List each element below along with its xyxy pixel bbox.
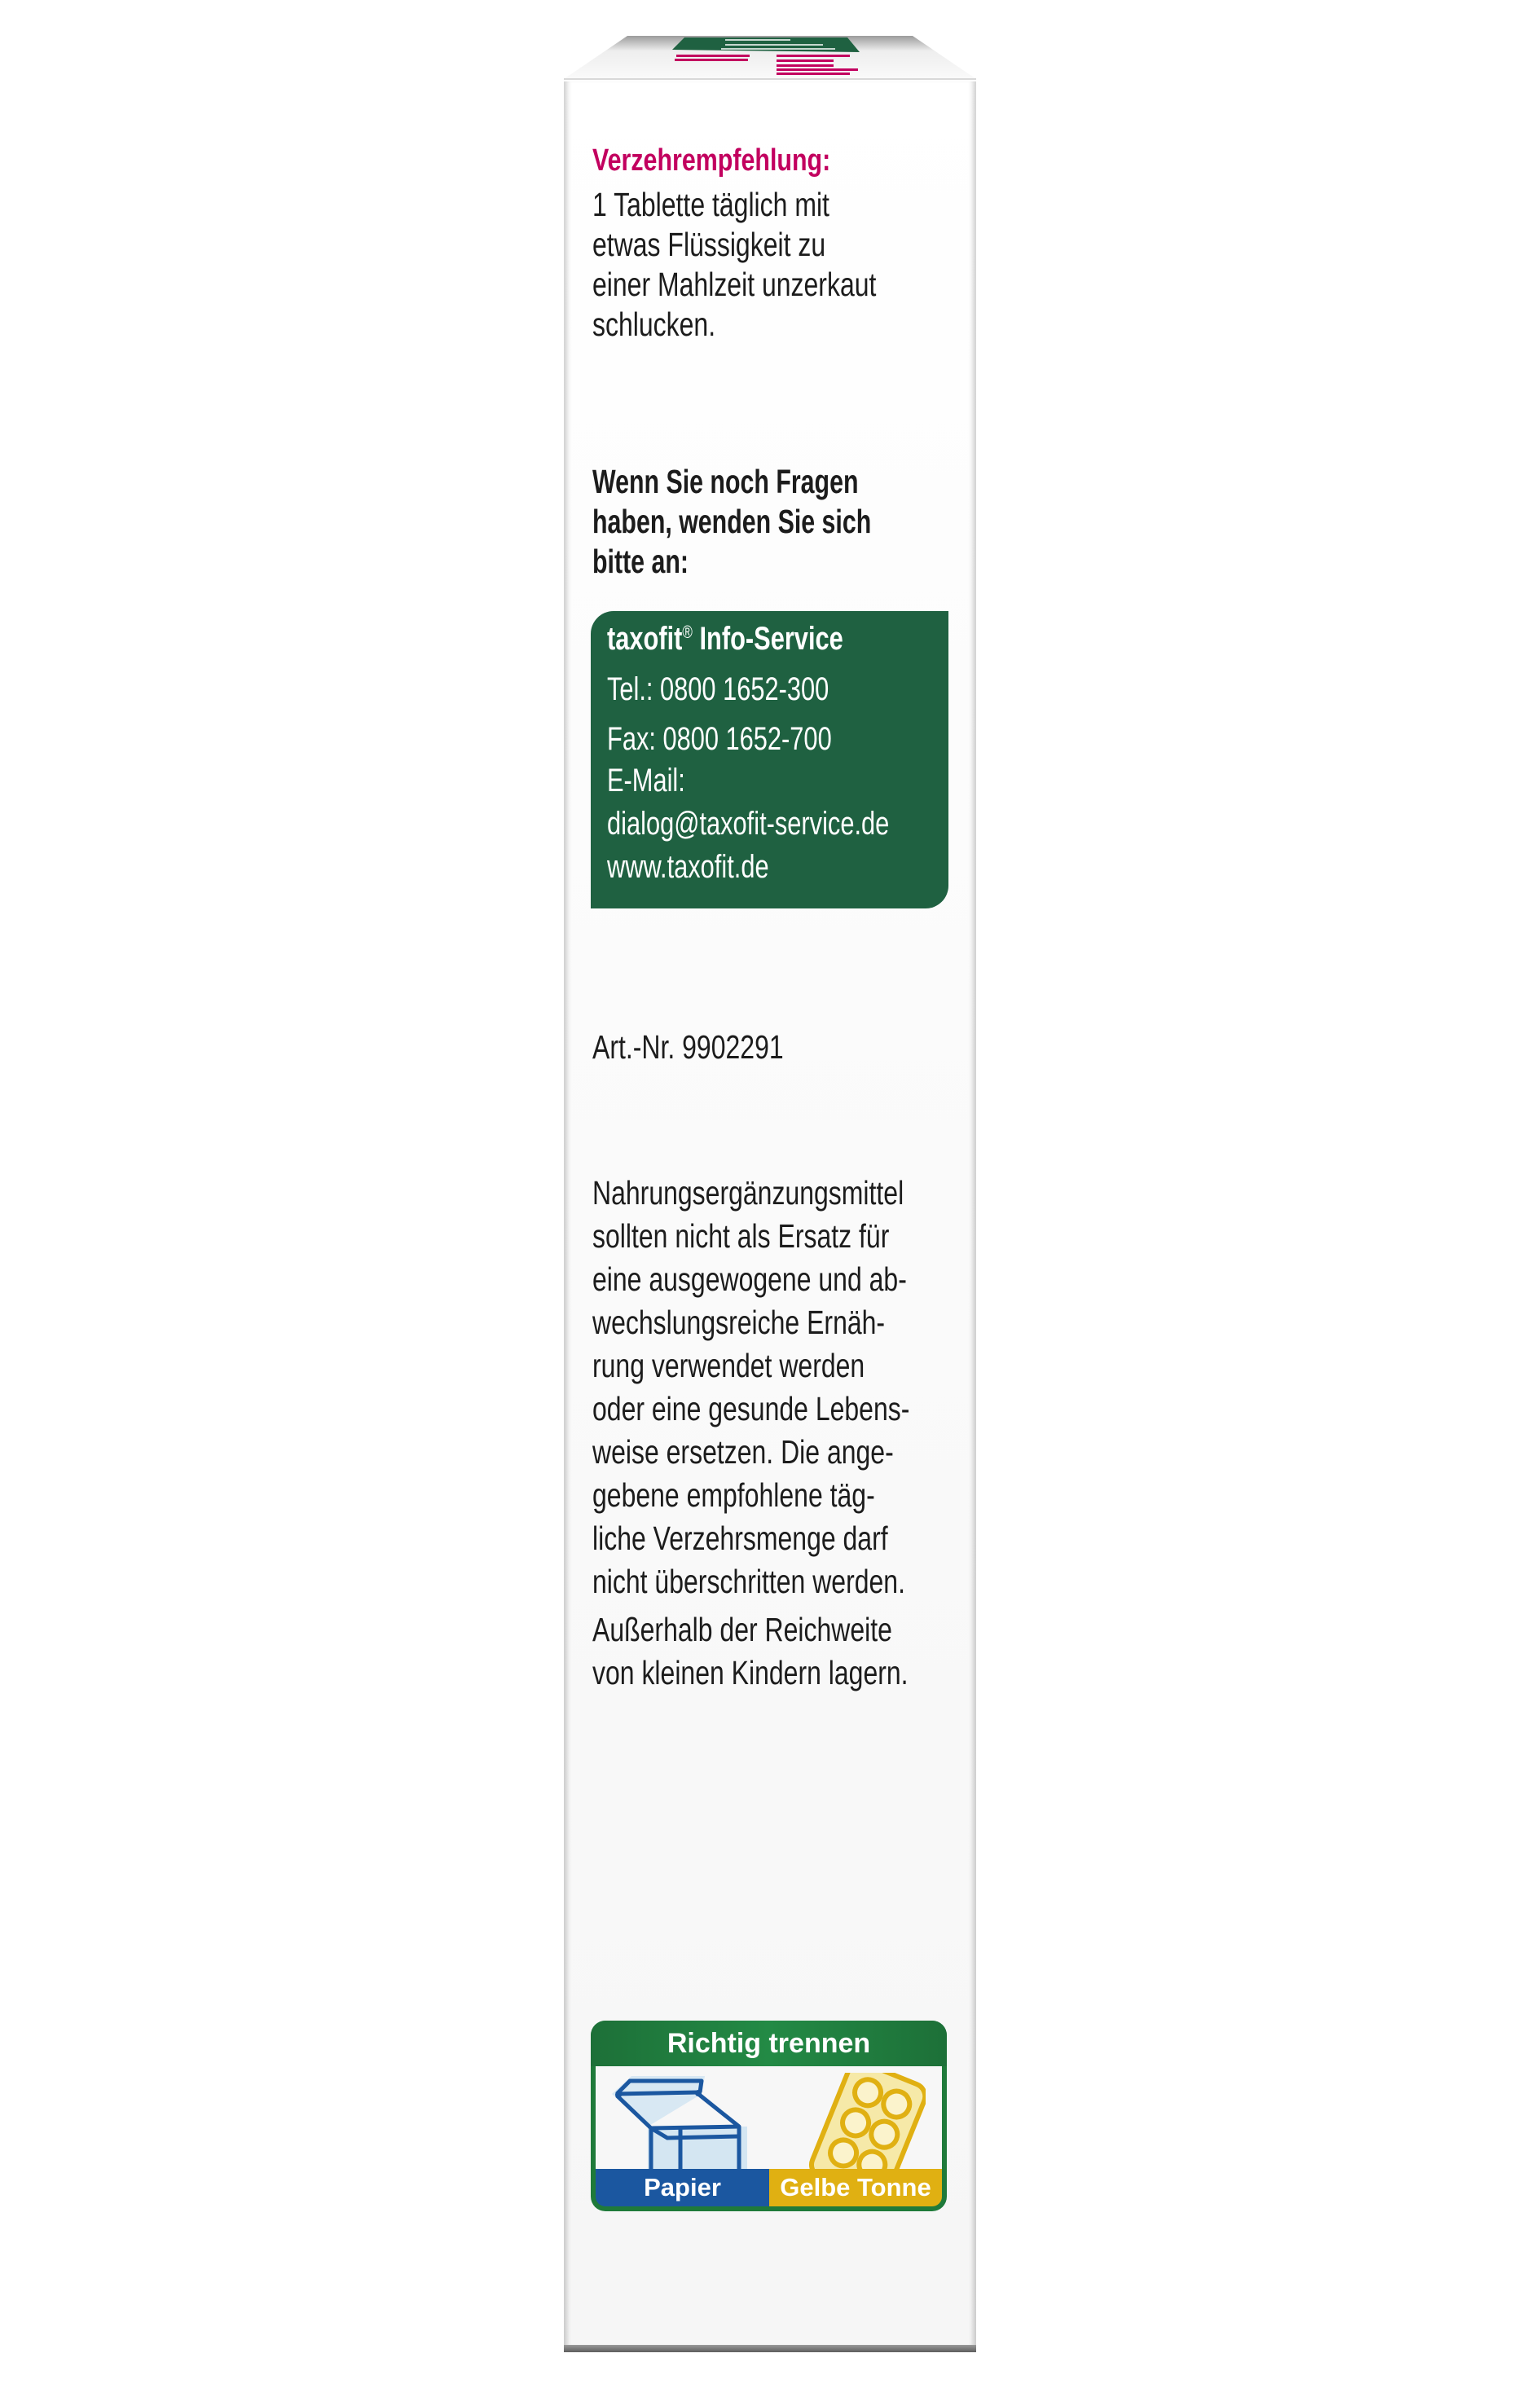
info-service-title [607, 621, 843, 658]
box-lid [0, 0, 1540, 90]
package-bottom-edge [564, 2345, 976, 2352]
dosage-line: 1 Tablette täglich mit [592, 186, 829, 223]
disclaimer-line: wechslungsreiche Ernäh- [592, 1304, 886, 1341]
disclaimer-line: nicht überschritten werden. [592, 1563, 905, 1600]
contact-intro-line: haben, wenden Sie sich [592, 503, 872, 540]
disclaimer-line: sollten nicht als Ersatz für [592, 1217, 890, 1255]
recycling-label-gelbe-tonne: Gelbe Tonne [769, 2169, 942, 2206]
dosage-heading: Verzehrempfehlung: [592, 143, 831, 178]
contact-intro-line: bitte an: [592, 543, 689, 580]
email-label: E-Mail: [607, 763, 685, 798]
article-number: Art.-Nr. 9902291 [592, 1028, 784, 1066]
disclaimer-line: gebene empfohlene täg- [592, 1476, 875, 1514]
dosage-line: etwas Flüssigkeit zu [592, 226, 826, 263]
recycling-title: Richtig trennen [591, 2021, 947, 2066]
dosage-line: schlucken. [592, 306, 716, 343]
website-link[interactable]: www.taxofit.de [607, 849, 769, 885]
info-service-label: Info-Service [699, 621, 843, 657]
disclaimer-line: eine ausgewogene und ab- [592, 1260, 907, 1298]
recycling-label-papier: Papier [596, 2169, 769, 2206]
fax-number: Fax: 0800 1652-700 [607, 721, 832, 757]
storage-warning-line: von kleinen Kindern lagern. [592, 1654, 909, 1691]
dosage-line: einer Mahlzeit unzerkaut [592, 266, 877, 303]
disclaimer-line: Nahrungsergänzungsmittel [592, 1174, 904, 1212]
carton-box-icon [609, 2076, 747, 2169]
email-link[interactable]: dialog@taxofit-service.de [607, 806, 890, 842]
blister-pack-icon [803, 2073, 926, 2169]
recycling-panel [591, 2021, 947, 2211]
storage-warning-line: Außerhalb der Reichweite [592, 1611, 892, 1648]
brand-name: taxofit [607, 621, 683, 657]
contact-intro-line: Wenn Sie noch Fragen [592, 463, 859, 500]
registered-mark: ® [682, 622, 693, 642]
disclaimer-line: rung verwendet werden [592, 1347, 865, 1384]
recycling-icons-area [596, 2066, 942, 2169]
phone-number[interactable]: Tel.: 0800 1652-300 [607, 671, 829, 707]
info-service-box [591, 611, 948, 908]
disclaimer-line: liche Verzehrsmenge darf [592, 1520, 888, 1557]
package-side-panel [564, 81, 976, 2347]
disclaimer-line: oder eine gesunde Lebens- [592, 1390, 910, 1427]
disclaimer-line: weise ersetzen. Die ange- [592, 1433, 894, 1471]
